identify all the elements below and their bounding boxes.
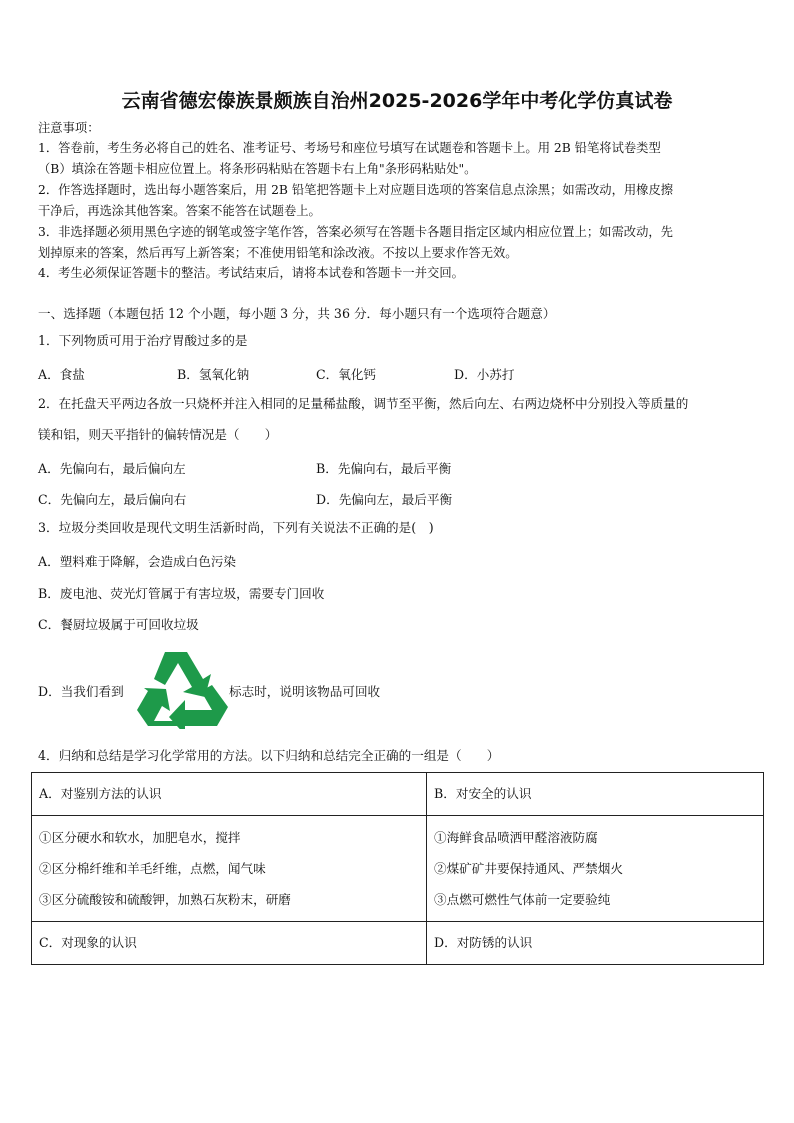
question-2-stem-cont: 镁和铝，则天平指针的偏转情况是（ ） (38, 427, 278, 442)
question-3-stem: 3．垃圾分类回收是现代文明生活新时尚，下列有关说法不正确的是( ) (38, 520, 434, 535)
notice-line: 3．非选择题必须用黑色字迹的钢笔或签字笔作答，答案必须写在答题卡各题目指定区域内相应位置上；如需改动，先 (38, 225, 673, 239)
section-heading: 一、选择题（本题包括 12 个小题，每小题 3 分，共 36 分．每小题只有一个选项符合题意） (38, 306, 556, 321)
notice-line: 1．答卷前，考生务必将自己的姓名、准考证号、考场号和座位号填写在试题卷和答题卡上。用 2B 铅笔将试卷类型 (38, 141, 661, 155)
question-4-stem: 4．归纳和总结是学习化学常用的方法。以下归纳和总结完全正确的一组是（ ） (38, 748, 500, 763)
q1-option-c: C．氧化钙 (316, 367, 377, 382)
q4-a-item: ③区分硫酸铵和硫酸钾，加熟石灰粉末，研磨 (39, 892, 291, 907)
q4-cell-b-body (427, 816, 764, 922)
q4-options-table (31, 772, 764, 965)
notice-line: 4．考生必须保证答题卡的整洁。考试结束后，请将本试卷和答题卡一并交回。 (38, 266, 464, 280)
q3-option-c: C．餐厨垃圾属于可回收垃圾 (38, 617, 199, 632)
q2-option-c: C．先偏向左，最后偏向右 (38, 492, 187, 507)
notice-line: 干净后，再选涂其他答案。答案不能答在试题卷上。 (38, 204, 321, 218)
question-2-stem: 2．在托盘天平两边各放一只烧杯并注入相同的足量稀盐酸，调节至平衡，然后向左、右两边烧杯中分别投入等质量的 (38, 396, 689, 411)
q3-option-b: B．废电池、荧光灯管属于有害垃圾，需要专门回收 (38, 586, 325, 601)
q4-cell-b-head: B．对安全的认识 (427, 773, 764, 816)
q1-option-a: A．食盐 (38, 367, 85, 382)
q4-cell-a-body (32, 816, 427, 922)
notice-heading: 注意事项： (38, 121, 100, 135)
q3-option-d-suffix: 标志时，说明该物品可回收 (229, 684, 381, 699)
question-1-stem: 1．下列物质可用于治疗胃酸过多的是 (38, 333, 248, 348)
exam-title: 云南省德宏傣族景颇族自治州2025-2026学年中考化学仿真试卷 (121, 90, 673, 112)
q3-option-d-prefix: D．当我们看到 (38, 684, 124, 699)
q1-option-b: B．氢氧化钠 (177, 367, 250, 382)
q2-option-a: A．先偏向右，最后偏向左 (38, 461, 186, 476)
q4-a-item: ①区分硬水和软水，加肥皂水，搅拌 (39, 830, 241, 845)
q1-option-d: D．小苏打 (454, 367, 515, 382)
notice-line: 2．作答选择题时，选出每小题答案后，用 2B 铅笔把答题卡上对应题目选项的答案信息点涂黑；如需改动，用橡皮擦 (38, 183, 674, 197)
q4-cell-a-head: A．对鉴别方法的认识 (32, 773, 427, 816)
recycle-icon (135, 649, 229, 729)
notice-line: 划掉原来的答案，然后再写上新答案；不准使用铅笔和涂改液。不按以上要求作答无效。 (38, 246, 518, 260)
q4-b-item: ③点燃可燃性气体前一定要验纯 (434, 892, 611, 907)
q3-option-a: A．塑料难于降解，会造成白色污染 (38, 554, 237, 569)
q4-b-item: ②煤矿矿井要保持通风、严禁烟火 (434, 861, 623, 876)
q4-cell-d-head: D．对防锈的认识 (427, 922, 764, 965)
q2-option-b: B．先偏向右，最后平衡 (316, 461, 452, 476)
q4-a-item: ②区分棉纤维和羊毛纤维，点燃，闻气味 (39, 861, 266, 876)
q4-cell-c-head: C．对现象的认识 (32, 922, 427, 965)
notice-line: （B）填涂在答题卡相应位置上。将条形码粘贴在答题卡右上角"条形码粘贴处"。 (38, 162, 477, 176)
q2-option-d: D．先偏向左，最后平衡 (316, 492, 453, 507)
q4-b-item: ①海鲜食品喷洒甲醛溶液防腐 (434, 830, 598, 845)
